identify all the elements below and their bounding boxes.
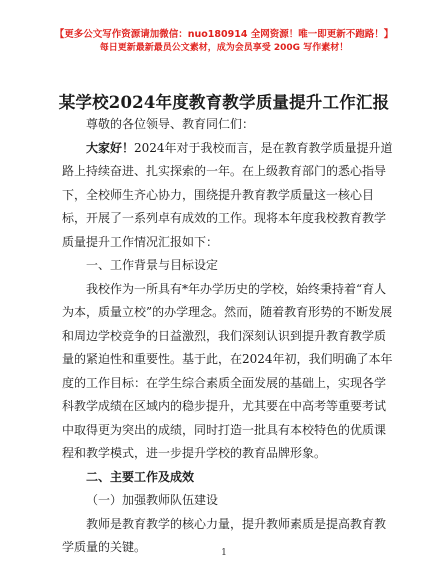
promo-banner bbox=[0, 28, 448, 55]
intro-lead: 大家好！ bbox=[86, 140, 135, 155]
page-number: 1 bbox=[221, 548, 227, 558]
promo-line-1: 【更多公文写作资源请加微信：nuo180914 全网资源！唯一即更新不跑路！】 bbox=[54, 29, 394, 40]
subsection-1-body: 教师是教育教学的核心力量，提升教师素质是提高教育教学质量的关键。 bbox=[62, 516, 387, 554]
section-1-heading: 一、工作背景与目标设定 bbox=[86, 258, 219, 272]
document-title: 某学校2024年度教育教学质量提升工作汇报 bbox=[58, 93, 390, 112]
document-body bbox=[62, 113, 396, 560]
section-2-heading: 二、主要工作及成效 bbox=[86, 469, 195, 484]
promo-line-2: 每日更新最新最员公文素材，成为会员享受 200G 写作素材！ bbox=[99, 43, 349, 53]
intro-paragraph bbox=[62, 137, 396, 255]
intro-body: 2024年对于我校而言，是在教育教学质量提升道路上持续奋进、扎实探索的一年。在上级教育部门的悉心指导下，全校师生齐心协力，围绕提升教育教学质量这一核心目标，开展了一系列卓有成效的工作。现将本年度我校教育教学质量提升工作情况汇报如下： bbox=[62, 140, 393, 249]
section-1-body: 我校作为一所具有*年办学历史的学校，始终秉持着“育人为本，质量立校”的办学理念。然而，随着教育形势的不断发展和周边学校竞争的日益激烈，我们深刻认识到提升教育教学质量的紧迫性和重要性。基于此，在2024年初，我们明确了本年度的工作目标：在学生综合素质全面发展的基础上，实现各学科教学成绩在区域内的稳步提升，尤其要在中高考等重要考试中取得更为突出的成绩，同时打造一批具有本校特色的优质课程和教学模式，进一步提升学校的教育品牌形象。 bbox=[62, 281, 393, 460]
subsection-1-heading: （一）加强教师队伍建设 bbox=[86, 493, 219, 507]
salutation: 尊敬的各位领导、教育同仁们： bbox=[86, 117, 255, 131]
